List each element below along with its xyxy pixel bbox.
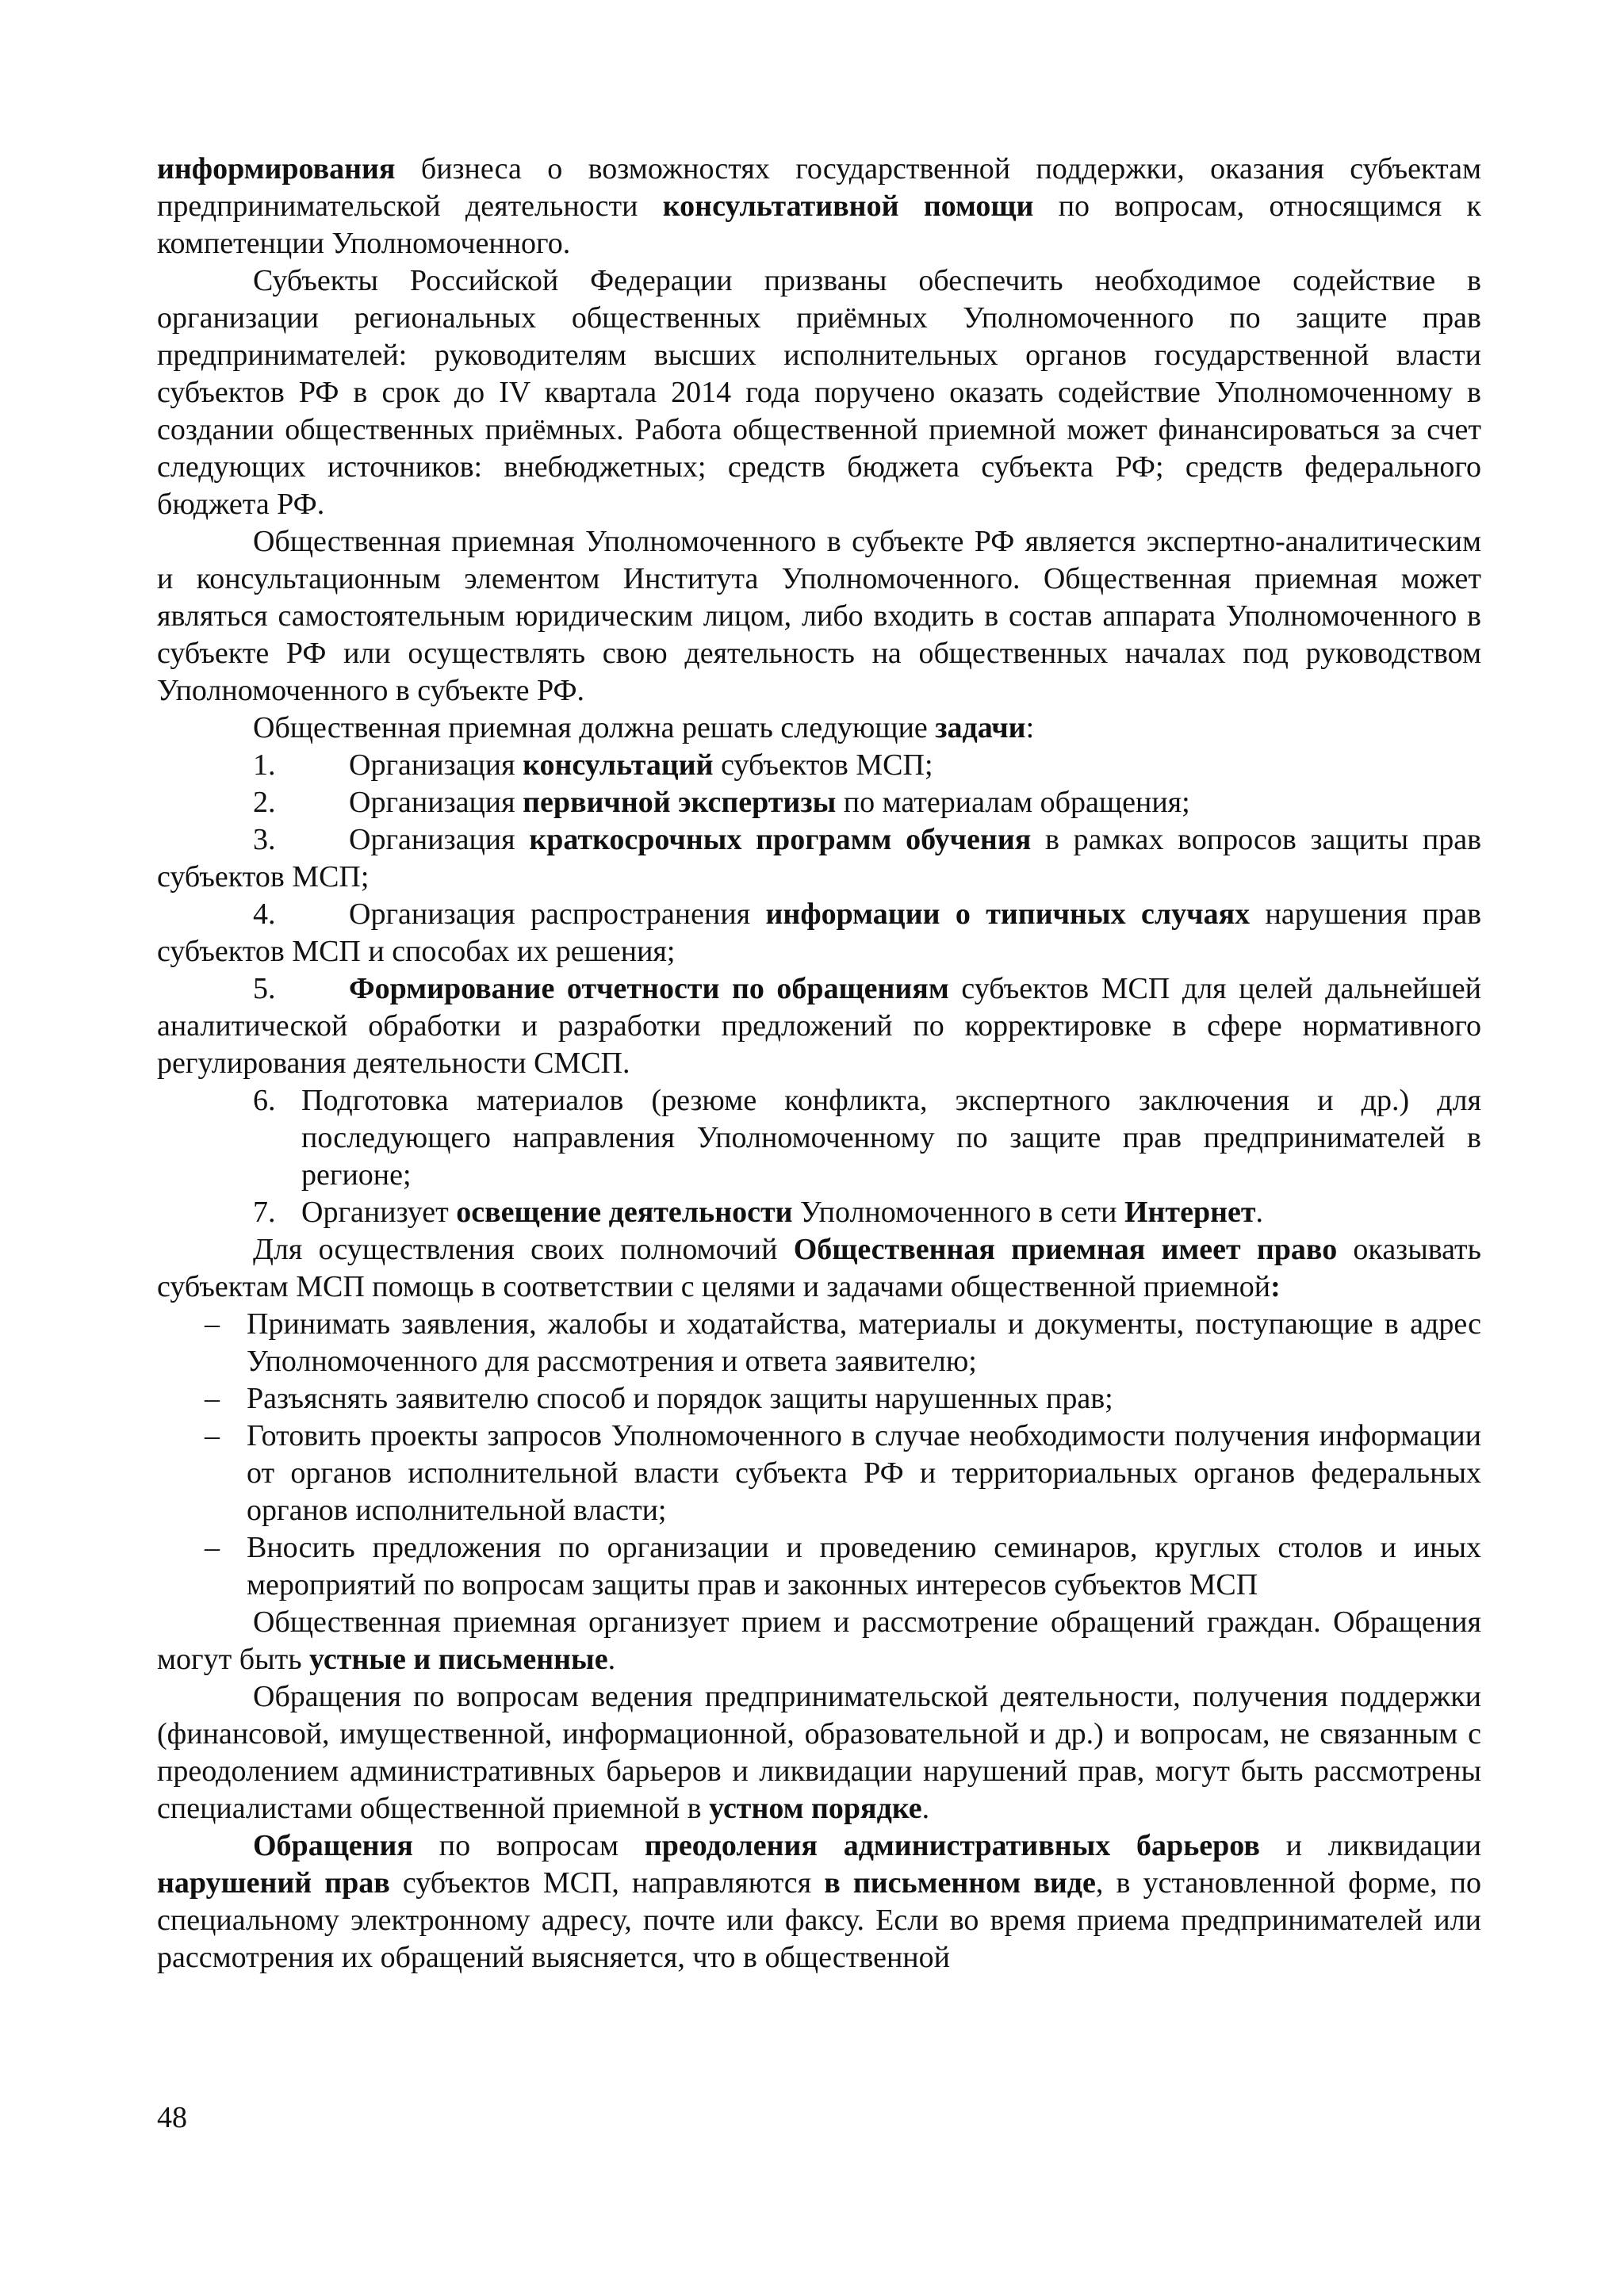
rights-item-2: – Разъяснять заявителю способ и порядок защиты нарушенных прав; bbox=[157, 1380, 1481, 1418]
dash-bullet: – bbox=[205, 1307, 220, 1341]
paragraph-intro: информирования бизнеса о возможностях государственной поддержки, оказания субъектам предпринимательской деятельности консультативной помощи по вопросам, относящимся к компетенции Уполномоченного. bbox=[157, 152, 1481, 260]
dash-bullet: – bbox=[205, 1382, 220, 1415]
paragraph-regions: Субъекты Российской Федерации призваны обеспечить необходимое содействие в организации региональных общественных приёмных Уполномоченного по защите прав предпринимателей: руководителям высших исполнительных органов государственной власти субъектов РФ в срок до IV квартала 2014 года поручено оказать содействие Уполномоченному в создании общественных приёмных. Работа общественной приемной может финансироваться за счет следующих источников: внебюджетных; средств бюджета субъекта РФ; средств федерального бюджета РФ. bbox=[157, 264, 1481, 521]
paragraph-reception-status: Общественная приемная Уполномоченного в субъекте РФ является экспертно-аналитическим и консультационным элементом Института Уполномоченного. Общественная приемная может являться самостоятельным юридическим лицом, либо входить в состав аппарата Уполномоченного в субъекте РФ или осуществлять свою деятельность на общественных началах под руководством Уполномоченного в субъекте РФ. bbox=[157, 525, 1481, 707]
paragraph-written-appeals: Обращения по вопросам преодоления административных барьеров и ликвидации нарушений прав субъектов МСП, направляются в письменном виде, в установленной форме, по специальному электронному адресу, почте или факсу. Если во время приема предпринимателей или рассмотрения их обращений выясняется, что в общественной bbox=[157, 1829, 1482, 1974]
paragraph-rights-intro: Для осуществления своих полномочий Общественная приемная имеет право оказывать субъектам МСП помощь в соответствии с целями и задачами общественной приемной: bbox=[157, 1233, 1481, 1303]
tasks-list bbox=[157, 747, 1481, 1082]
bold-text: информирования bbox=[157, 152, 396, 186]
task-item-3: 3. Организация краткосрочных программ обучения в рамках вопросов защиты прав субъектов МСП; bbox=[157, 823, 1482, 894]
task-item-2: 2. Организация первичной экспертизы по материалам обращения; bbox=[253, 786, 1190, 819]
bold-text: преодоления административных барьеров bbox=[644, 1829, 1260, 1862]
task-item-4: 4. Организация распространения информации о типичных случаях нарушения прав субъектов МСП и способах их решения; bbox=[157, 897, 1482, 968]
paragraph-tasks-intro: Общественная приемная должна решать следующие задачи: bbox=[253, 711, 1035, 744]
bold-text: Общественная приемная имеет право bbox=[793, 1233, 1338, 1266]
bold-text: задачи bbox=[935, 711, 1026, 744]
bold-text: Обращения bbox=[253, 1829, 413, 1862]
bold-text: в письменном виде bbox=[824, 1866, 1096, 1900]
rights-list bbox=[157, 1306, 1481, 1604]
task-item-7: 7. Организует освещение деятельности Уполномоченного в сети Интернет. bbox=[253, 1196, 1264, 1229]
rights-item-4: – Вносить предложения по организации и проведению семинаров, круглых столов и иных мероприятий по вопросам защиты прав и законных интересов субъектов МСП bbox=[205, 1531, 1481, 1601]
dash-bullet: – bbox=[205, 1419, 220, 1452]
paragraph-appeals-forms: Общественная приемная организует прием и рассмотрение обращений граждан. Обращения могут быть устные и письменные. bbox=[157, 1605, 1481, 1676]
task-item-5: 5. Формирование отчетности по обращениям субъектов МСП для целей дальнейшей аналитической обработки и разработки предложений по корректировке в сфере нормативного регулирования деятельности СМСП. bbox=[157, 972, 1481, 1080]
tasks-list-continued bbox=[157, 1082, 1481, 1231]
task-item-6: 6. Подготовка материалов (резюме конфликта, экспертного заключения и др.) для последующего направления Уполномоченному по защите прав предпринимателей в регионе; bbox=[253, 1084, 1481, 1192]
bold-text: консультативной помощи bbox=[662, 189, 1034, 223]
rights-item-3: – Готовить проекты запросов Уполномоченного в случае необходимости получения информации от органов исполнительной власти субъекта РФ и территориальных органов федеральных органов исполнительной власти; bbox=[205, 1419, 1481, 1527]
dash-bullet: – bbox=[205, 1531, 220, 1564]
bold-text: устном порядке bbox=[709, 1792, 922, 1825]
page-number: 48 bbox=[157, 2101, 187, 2134]
task-item-1: 1. Организация консультаций субъектов МСП; bbox=[253, 748, 933, 782]
bold-text: устные и письменные bbox=[309, 1643, 608, 1676]
bold-text: нарушений прав bbox=[157, 1866, 390, 1900]
rights-item-1: – Принимать заявления, жалобы и ходатайства, материалы и документы, поступающие в адрес Уполномоченного для рассмотрения и ответа заявителю; bbox=[205, 1307, 1481, 1378]
paragraph-oral-appeals: Обращения по вопросам ведения предпринимательской деятельности, получения поддержки (финансовой, имущественной, информационной, образовательной и др.) и вопросам, не связанным с преодолением административных барьеров и ликвидации нарушений прав, могут быть рассмотрены специалистами общественной приемной в устном порядке. bbox=[157, 1680, 1481, 1825]
